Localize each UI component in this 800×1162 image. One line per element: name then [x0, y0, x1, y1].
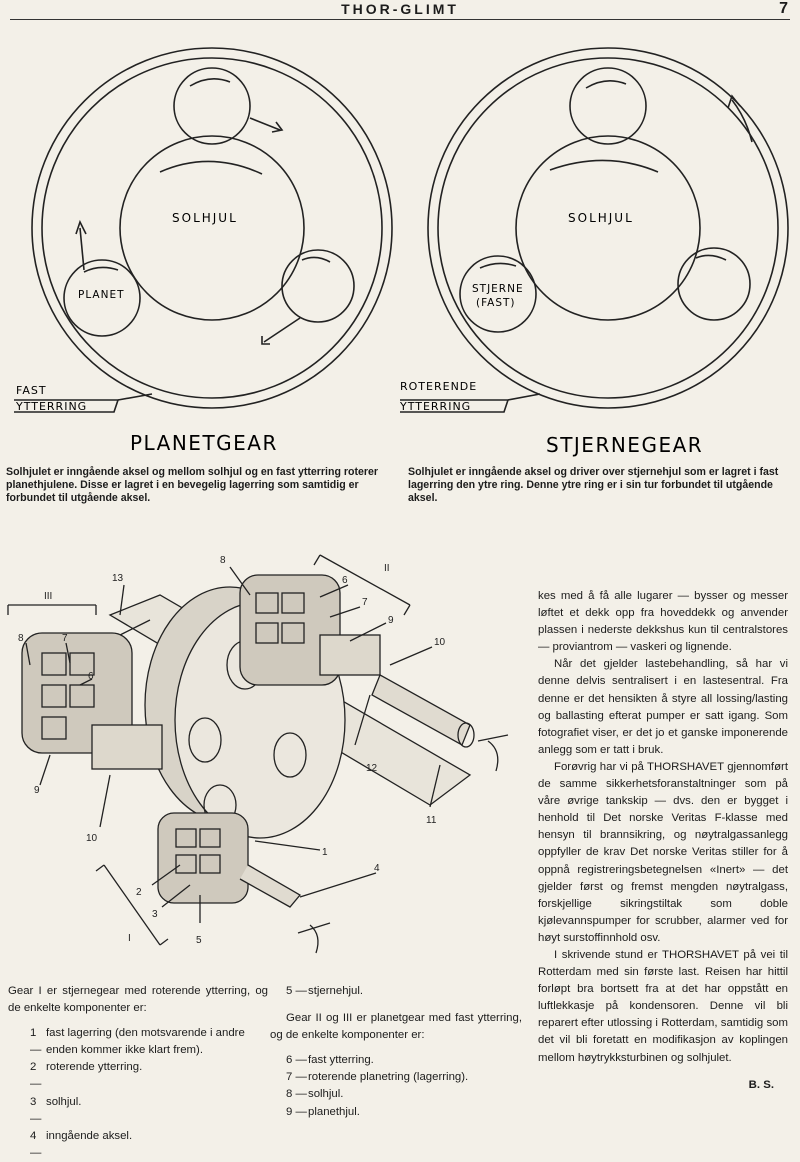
list-item: 2 — roterende ytterring. [30, 1061, 143, 1091]
ring-label-ytterring: YTTERRING [16, 400, 88, 413]
part-label: 9 [388, 615, 394, 626]
caption-planetgear: Solhjulet er inngående aksel og mellom solhjul og en fast ytterring roterer planethjulene. Disse er lagret i en bevegelig lagerring som samtidig er forbundet til utgående aksel. [6, 466, 379, 504]
stjernegear-diagram [400, 22, 800, 462]
author-signature: B. S. [748, 1078, 774, 1091]
magazine-title: THOR-GLIMT [341, 1, 459, 17]
part-label: 10 [434, 637, 446, 648]
group-label: III [44, 591, 53, 602]
diagram-title-planetgear: PLANETGEAR [130, 431, 278, 455]
paragraph: I skrivende stund er THORSHAVET på vei til Rotterdam med sin første last. Reisen har hittil forløpt bra bortsett fra at det har oppstått en luftlekkasje på kondensoren. Denne vil bli reparert efter utlossing i Rotterdam, samtidig som det vil bli foretatt en modifikasjon av koplingen mellom høytrykksturbinen og solhjulet. [538, 948, 788, 1064]
planetgear-diagram [0, 22, 400, 462]
part-label: 13 [112, 573, 124, 584]
part-label: 8 [18, 633, 24, 644]
header-rule [10, 19, 790, 20]
rotation-arrow [190, 79, 230, 86]
sun-gear [516, 136, 700, 320]
list-item: 4 — inngående aksel. [30, 1129, 133, 1159]
paragraph: Forøvrig har vi på THORSHAVET gjennomført de samme sikkerhetsforanstaltninger som på våre øvrige tankskip — dvs. den er bygget i henhold til Det norske Veritas F-klasse med hensyn til brannsikring, og nøytralgassanlegg oppfyller de krav Det norske Veritas stiller for å oppnå registreringsbetegnelsen «Inert» — det gjelder først og fremst mengden nøytralgass, forskjellige sikringstiltak som doble kjølevannspumper for scrubber, alarmer ved for høyt surstoffinnhold osv. [538, 760, 788, 944]
sun-label: SOLHJUL [568, 211, 634, 225]
star-label-fixed: (FAST) [476, 297, 516, 309]
part-label: 4 [374, 863, 380, 874]
list-item: 5 — stjernehjul. [286, 985, 364, 997]
gear-I-intro: Gear I er stjernegear med roterende ytterring, og de enkelte komponenter er: [8, 985, 268, 1015]
paragraph: Når det gjelder lastebehandling, så har vi denne delvis sentralisert i en lastesentral. Fra denne er det hensikten å styre all lossing/lasting og ballasting efterat pumper er satt igang. Som fotografiet viser, er det jo et ganske imponerende anlegg som er tatt i bruk. [538, 658, 788, 756]
list-item: 6 — fast ytterring. [286, 1054, 374, 1067]
gear-group-I [158, 813, 248, 903]
ring-label-ytterring: YTTERRING [400, 400, 472, 413]
page-number: 7 [779, 0, 788, 17]
list-item: 8 — solhjul. [286, 1088, 344, 1101]
caption-stjernegear: Solhjulet er inngående aksel og driver over stjernehjul som er lagret i fast lagerring den ytre ring. Denne ytre ring er i sin tur forbundet til utgående aksel. [408, 466, 779, 504]
list-item: 7 — roterende planetring (lagerring). [286, 1071, 469, 1084]
part-label: 1 [322, 847, 328, 858]
star-gear-top [570, 68, 646, 144]
list-item: 3 — solhjul. [30, 1095, 82, 1125]
part-label: 5 [196, 935, 202, 946]
group-label: II [384, 563, 390, 574]
part-label: 6 [88, 671, 94, 682]
star-label: STJERNE [472, 283, 524, 295]
paragraph: kes med å få alle lugarer — bysser og messer løftet et dekk opp fra hoveddekk og anvender plassen i nederste dekkshus kun til centralstores — proviantrom — vaskeri og lignende. [538, 590, 788, 654]
list-item: 1 — fast lagerring (den motsvarende i andre enden kommer ikke klart frem). [30, 1027, 245, 1057]
gear-II-III-description [270, 983, 522, 1121]
sun-gear [120, 136, 304, 320]
part-label: 12 [366, 763, 378, 774]
inner-ring-line [42, 58, 382, 398]
diagram-title-stjernegear: STJERNEGEAR [546, 433, 704, 457]
planet-label: PLANET [78, 289, 125, 301]
sun-label: SOLHJUL [172, 211, 238, 225]
part-label: 8 [220, 555, 226, 566]
part-label: 2 [136, 887, 142, 898]
planet-gear-right [282, 250, 354, 322]
part-label: 10 [86, 833, 98, 844]
article-right-column [538, 588, 788, 1094]
ring-label-roterende: ROTERENDE [400, 380, 478, 393]
group-label: I [128, 933, 131, 944]
star-gear-right [678, 248, 750, 320]
part-label: 6 [342, 575, 348, 586]
ring-label-fast: FAST [16, 384, 47, 397]
outer-ring-line [32, 48, 392, 408]
gear-II-III-intro: Gear II og III er planetgear med fast ytterring, og de enkelte komponenter er: [270, 1012, 522, 1042]
part-label: 7 [362, 597, 368, 608]
part-label: 9 [34, 785, 40, 796]
list-item: 9 — planethjul. [286, 1105, 360, 1118]
gear-assembly-drawing [0, 545, 520, 965]
part-label: 7 [62, 633, 68, 644]
page-header [0, 0, 800, 22]
part-label: 3 [152, 909, 158, 920]
gear-I-description [8, 983, 268, 1162]
part-label: 11 [426, 815, 437, 826]
inner-ring-line [438, 58, 778, 398]
